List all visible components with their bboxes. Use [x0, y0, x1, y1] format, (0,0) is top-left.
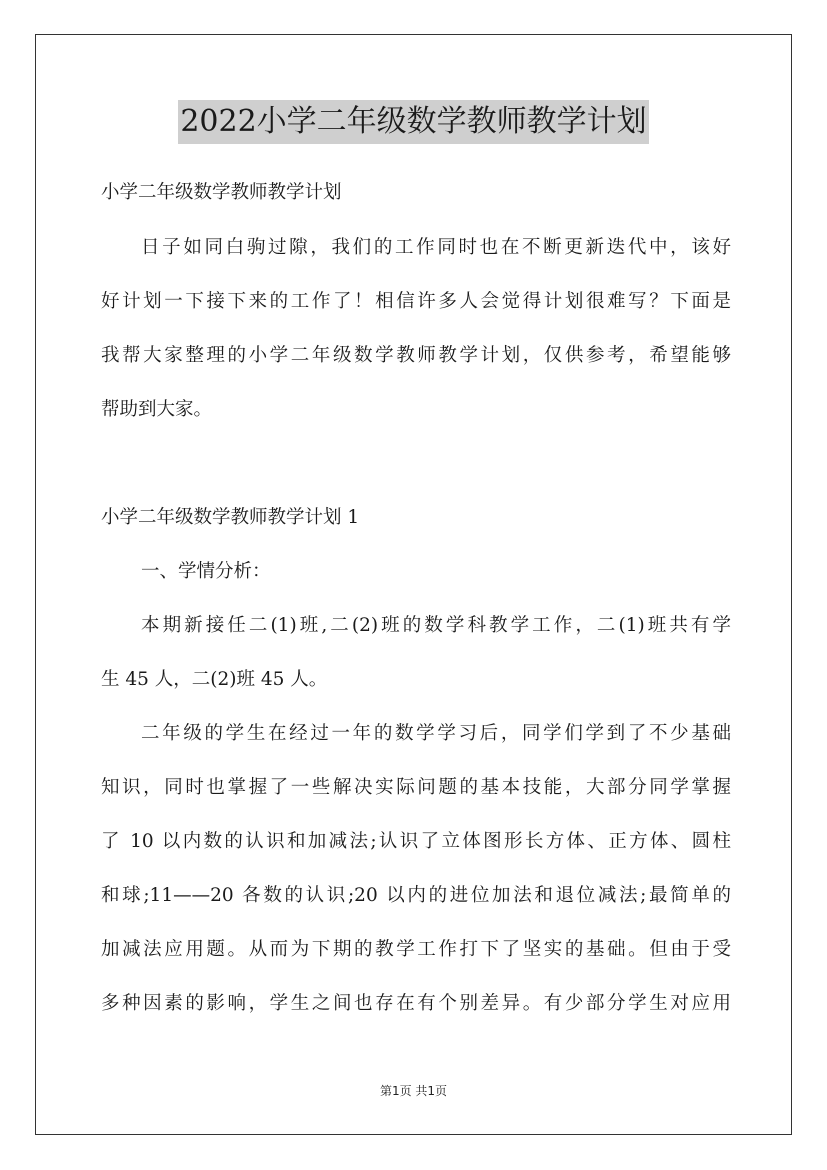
paragraph-line: 帮助到大家。	[101, 399, 213, 420]
document-title-text: 2022小学二年级数学教师教学计划	[178, 100, 648, 144]
paragraph-line: 我帮大家整理的小学二年级数学教师教学计划，仅供参考，希望能够	[101, 345, 731, 366]
paragraph-line: 和球;11——20 各数的认识;20 以内的进位加法和退位减法;最简单的	[101, 885, 731, 906]
paragraph-line: 知识，同时也掌握了一些解决实际问题的基本技能，大部分同学掌握	[101, 777, 731, 798]
subsection-heading: 一、学情分析：	[141, 561, 271, 582]
section-heading: 小学二年级数学教师教学计划 1	[101, 507, 360, 528]
subtitle-line: 小学二年级数学教师教学计划	[101, 182, 342, 203]
paragraph-line: 日子如同白驹过隙，我们的工作同时也在不断更新迭代中，该好	[141, 237, 731, 258]
paragraph-line: 生 45 人，二(2)班 45 人。	[101, 669, 328, 690]
page-number: 第1页 共1页	[379, 1084, 448, 1098]
paragraph-line: 二年级的学生在经过一年的数学学习后，同学们学到了不少基础	[141, 723, 731, 744]
paragraph-line: 本期新接任二(1)班,二(2)班的数学科教学工作，二(1)班共有学	[141, 615, 731, 636]
page-footer	[0, 1081, 827, 1101]
paragraph-line: 了 10 以内数的认识和加减法;认识了立体图形长方体、正方体、圆柱	[101, 831, 731, 852]
paragraph-line: 多种因素的影响，学生之间也存在有个别差异。有少部分学生对应用	[101, 993, 731, 1014]
document-title	[0, 100, 827, 148]
paragraph-line: 加减法应用题。从而为下期的教学工作打下了坚实的基础。但由于受	[101, 939, 731, 960]
paragraph-line: 好计划一下接下来的工作了！相信许多人会觉得计划很难写？下面是	[101, 291, 731, 312]
